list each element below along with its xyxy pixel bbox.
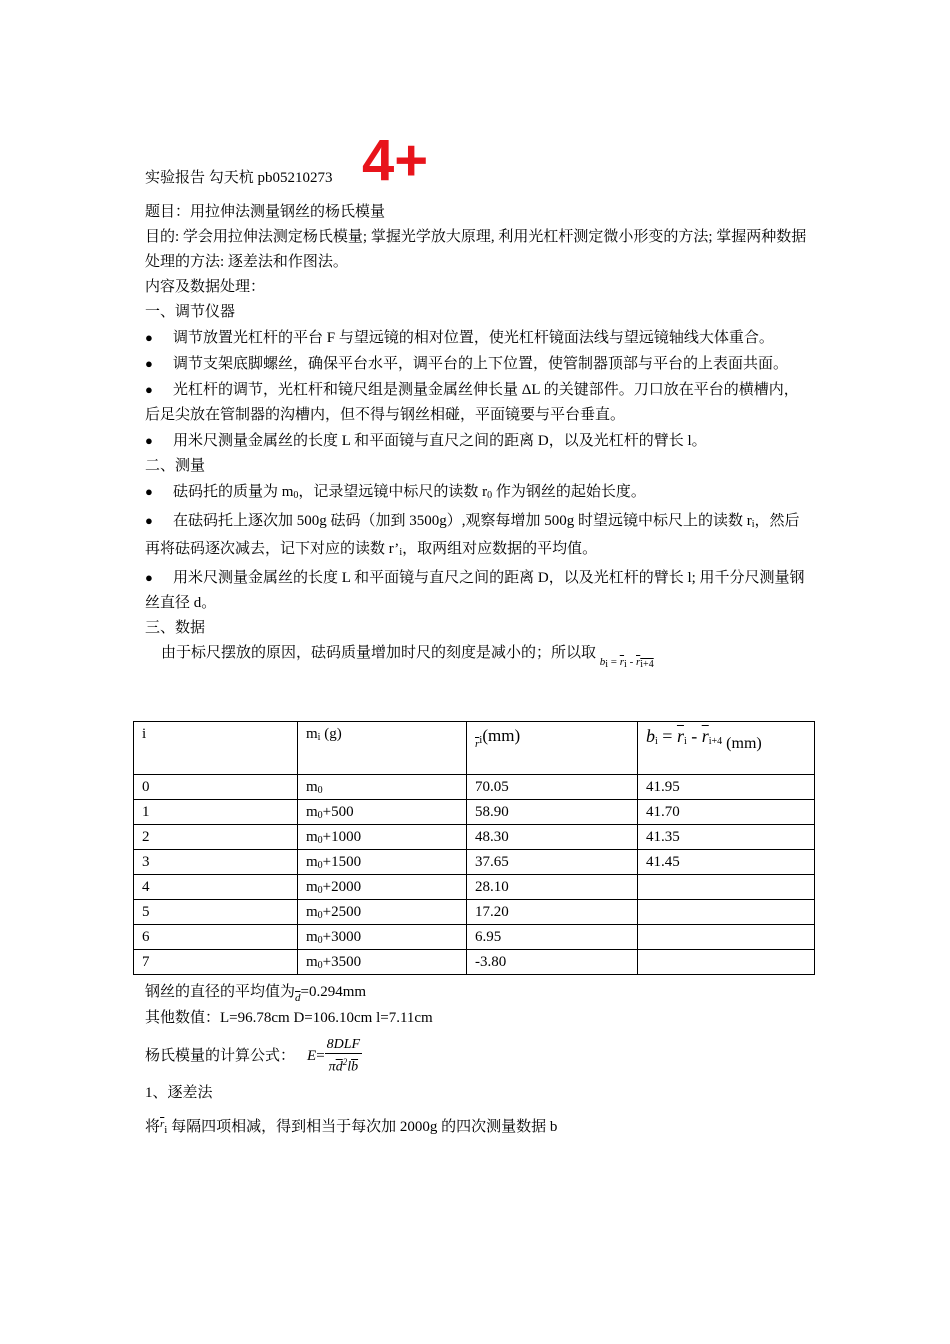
bullet-icon: ● xyxy=(145,484,153,499)
results-section xyxy=(145,980,810,1137)
cell-i: 7 xyxy=(134,950,298,975)
header-r: $_{\overline{r}i}$(mm) xyxy=(467,722,638,775)
section2-heading: 二、测量 xyxy=(145,458,206,474)
grade-mark: 4+ xyxy=(362,128,429,193)
bullet-item: ● 调节支架底脚螺丝，确保平台水平，调平台的上下位置，使管制器顶部与平台的上表面共面。 xyxy=(145,351,810,377)
cell-i: 5 xyxy=(134,900,298,925)
cell-i: 2 xyxy=(134,825,298,850)
cell-r: 58.90 xyxy=(467,800,638,825)
cell-b xyxy=(638,950,815,975)
table-row xyxy=(134,875,815,900)
cell-b xyxy=(638,925,815,950)
report-title: 实验报告 勾天杭 pb05210273 xyxy=(145,170,333,186)
table-header-row xyxy=(134,722,815,775)
bullet-item: ● 在砝码托上逐次加 500g 砝码（加到 3500g）,观察每增加 500g 时望远镜中标尺上的读数 $r_i$，然后再将砝码逐次减去，记下对应的读数 $r’_i$，取两组对应数据的平均值。 xyxy=(145,508,810,565)
intro-section xyxy=(145,200,810,670)
topic-line: 题目：用拉伸法测量钢丝的杨氏模量 xyxy=(145,204,386,220)
table-row xyxy=(134,950,815,975)
table-row xyxy=(134,800,815,825)
header-i: i xyxy=(134,722,298,775)
cell-r: 48.30 xyxy=(467,825,638,850)
bullet-item: ● 调节放置光杠杆的平台 F 与望远镜的相对位置，使光杠杆镜面法线与望远镜轴线大体重合。 xyxy=(145,325,810,351)
cell-b xyxy=(638,875,815,900)
cell-r: 70.05 xyxy=(467,775,638,800)
cell-mass: $m_0+3500$ xyxy=(298,950,467,975)
cell-b xyxy=(638,900,815,925)
bullet-icon: ● xyxy=(145,433,153,448)
cell-mass: $m_0+3000$ xyxy=(298,925,467,950)
formula-line: 杨氏模量的计算公式： E = $\frac{\text{8DLF}}{\pi\overline{d}^2l\overline{b}}$ xyxy=(145,1037,361,1075)
cell-r: 37.65 xyxy=(467,850,638,875)
cell-b: 41.45 xyxy=(638,850,815,875)
bullet-icon: ● xyxy=(145,330,153,345)
cell-r: 17.20 xyxy=(467,900,638,925)
b-formula-inline: bi = ri - ri+4 xyxy=(599,656,654,670)
section1-heading: 一、调节仪器 xyxy=(145,304,236,320)
table-row xyxy=(134,850,815,875)
cell-i: 4 xyxy=(134,875,298,900)
cell-i: 6 xyxy=(134,925,298,950)
cell-i: 3 xyxy=(134,850,298,875)
bullet-icon: ● xyxy=(145,513,153,528)
data-table xyxy=(133,721,815,975)
content-heading: 内容及数据处理： xyxy=(145,279,266,295)
cell-b: 41.95 xyxy=(638,775,815,800)
cell-mass: $m_0+1500$ xyxy=(298,850,467,875)
other-values-line: 其他数值：L=96.78cm D=106.10cm l=7.11cm xyxy=(145,1010,433,1026)
table-row xyxy=(134,775,815,800)
header-mass: $m_i$ (g) xyxy=(298,722,467,775)
bullet-item: ● 用米尺测量金属丝的长度 L 和平面镜与直尺之间的距离 D，以及光杠杆的臂长 l。 xyxy=(145,428,810,454)
bullet-item: ● 砝码托的质量为 $m_0$，记录望远镜中标尺的读数 $r_0$ 作为钢丝的起始长度。 xyxy=(145,479,810,508)
cell-r: 6.95 xyxy=(467,925,638,950)
table-row xyxy=(134,825,815,850)
bullet-icon: ● xyxy=(145,356,153,371)
cell-mass: $m_0+1000$ xyxy=(298,825,467,850)
cell-i: 1 xyxy=(134,800,298,825)
method-heading: 1、逐差法 xyxy=(145,1085,213,1101)
table-row xyxy=(134,925,815,950)
cell-mass: $m_0+2000$ xyxy=(298,875,467,900)
diameter-line: 钢丝的直径的平均值为$_{\overline{d}}$=0.294mm xyxy=(145,984,367,1004)
cell-b: 41.35 xyxy=(638,825,815,850)
bullet-icon: ● xyxy=(145,570,153,585)
young-modulus-fraction: $\frac{\text{8DLF}}{\pi\overline{d}^2l\overline{b}}$ xyxy=(326,1037,361,1075)
cell-mass: $m_0+2500$ xyxy=(298,900,467,925)
bullet-item: ● 光杠杆的调节，光杠杆和镜尺组是测量金属丝伸长量 ΔL 的关键部件。刀口放在平台的横槽内，后足尖放在管制器的沟槽内，但不得与钢丝相碰，平面镜要与平台垂直。 xyxy=(145,377,810,428)
section3-intro: 由于标尺摆放的原因，砝码质量增加时尺的刻度是减小的；所以取 $_{b_i = \overline{r}_i - \overline{r}_{i+4}}$ xyxy=(161,645,654,670)
cell-i: 0 xyxy=(134,775,298,800)
cell-r: -3.80 xyxy=(467,950,638,975)
header-b: $b_i = \overline{r}_i - \overline{r}_{i+4}$ (mm) xyxy=(638,722,815,775)
cell-r: 28.10 xyxy=(467,875,638,900)
bullet-icon: ● xyxy=(145,382,153,397)
cell-b: 41.70 xyxy=(638,800,815,825)
section3-heading: 三、数据 xyxy=(145,620,206,636)
purpose-paragraph: 目的: 学会用拉伸法测定杨氏模量; 掌握光学放大原理, 利用光杠杆测定微小形变的方法; 掌握两种数据处理的方法: 逐差法和作图法。 xyxy=(145,229,807,270)
method-line: 将$^{\overline{r}}_i$ 每隔四项相减，得到相当于每次加 2000g 的四次测量数据 b xyxy=(145,1118,558,1136)
cell-mass: $m_0+500$ xyxy=(298,800,467,825)
cell-mass: $m_0$ xyxy=(298,775,467,800)
table-row xyxy=(134,900,815,925)
bullet-item: ● 用米尺测量金属丝的长度 L 和平面镜与直尺之间的距离 D，以及光杠杆的臂长 l; 用千分尺测量钢丝直径 d。 xyxy=(145,565,810,616)
